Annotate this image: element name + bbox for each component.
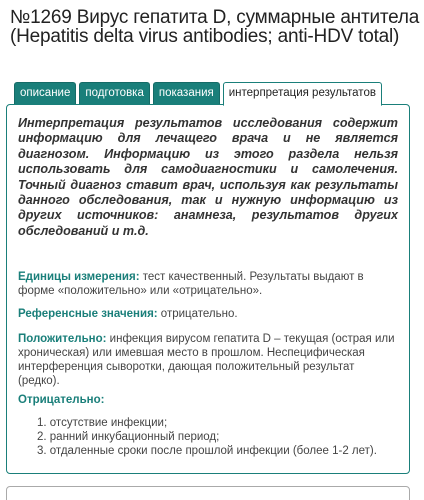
reference-text: отрицательно. <box>157 308 238 320</box>
positive-section <box>18 332 398 388</box>
tab-bar <box>14 82 382 104</box>
units-text: тест качественный. Результаты выдают в форме «положительно» или «отрицательно». <box>18 271 364 297</box>
tab-description[interactable]: описание <box>14 82 76 104</box>
tab-content-panel <box>6 104 410 474</box>
tab-indications[interactable]: показания <box>153 82 220 104</box>
tab-preparation[interactable]: подготовка <box>79 82 150 104</box>
list-item: 2. ранний инкубационный период; <box>37 430 220 443</box>
positive-text: инфекция вирусом гепатита D – текущая (острая или хроническая) или имевшая место в прошлом. Неспецифическая интерференция сыворотки, дающая положительный результат (редко). <box>18 333 395 387</box>
page-title: №1269 Вирус гепатита D, суммарные антитела (Hepatitis delta virus antibodies; anti-HDV total) <box>10 7 420 47</box>
next-section-box <box>6 486 410 500</box>
reference-label: Референсные значения: <box>18 308 158 320</box>
list-item: 1. отсутствие инфекции; <box>37 417 168 429</box>
reference-section <box>18 307 398 321</box>
positive-label: Положительно: <box>18 333 107 345</box>
negative-list <box>37 417 397 458</box>
units-section <box>18 270 398 298</box>
negative-section <box>18 393 398 407</box>
units-label: Единицы измерения: <box>18 271 140 283</box>
negative-label: Отрицательно: <box>18 394 105 406</box>
tab-interpretation[interactable]: интерпретация результатов <box>223 82 382 106</box>
list-item: 3. отдаленные сроки после прошлой инфекции (более 1-2 лет). <box>37 444 377 457</box>
disclaimer-text: Интерпретация результатов исследования содержит информацию для лечащего врача и не является диагнозом. Информацию из этого раздела нельзя использовать для самодиагностики и самолечения. Точный диагноз ставит врач, используя как результаты данного обследования, так и нужную информацию из других источников: анамнеза, результатов других обследований и т.д. <box>18 116 398 238</box>
